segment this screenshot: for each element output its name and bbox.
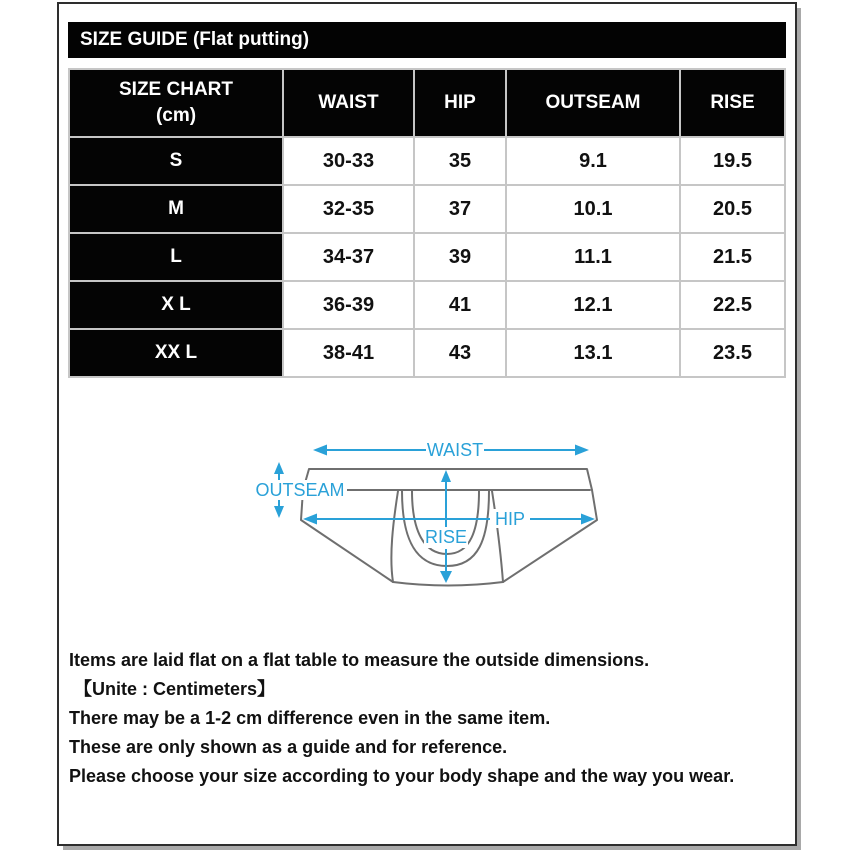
rise-value: 20.5: [681, 186, 784, 232]
outseam-arrowhead-up: [274, 462, 284, 474]
size-label: L: [70, 234, 282, 280]
size-label: M: [70, 186, 282, 232]
title-bar: [68, 22, 786, 58]
table-row: [70, 138, 784, 184]
waist-value: 38-41: [284, 330, 413, 376]
bottom-edge: [393, 582, 503, 586]
rise-arrowhead-down: [440, 571, 452, 583]
header-size-chart: [70, 70, 282, 136]
outseam-label: OUTSEAM: [255, 480, 345, 500]
waist-value: 36-39: [284, 282, 413, 328]
header-rise: RISE: [681, 70, 784, 136]
header-size-chart-line2: (cm): [155, 105, 197, 126]
rise-value: 19.5: [681, 138, 784, 184]
table-row: [70, 234, 784, 280]
header-hip: HIP: [415, 70, 505, 136]
outseam-value: 10.1: [507, 186, 679, 232]
header-size-chart-line1: SIZE CHART: [119, 79, 233, 101]
waist-value: 30-33: [284, 138, 413, 184]
table-row: [70, 282, 784, 328]
rise-value: 21.5: [681, 234, 784, 280]
header-outseam: OUTSEAM: [507, 70, 679, 136]
table-row: [70, 186, 784, 232]
size-label: S: [70, 138, 282, 184]
hip-value: 41: [415, 282, 505, 328]
size-guide-panel: [57, 2, 797, 846]
waist-value: 34-37: [284, 234, 413, 280]
table-header-row: [70, 70, 784, 136]
left-side-edge: [301, 490, 393, 582]
rise-value: 23.5: [681, 330, 784, 376]
size-chart-table: [68, 68, 786, 378]
note-line: Items are laid flat on a flat table to measure the outside dimensions.: [69, 650, 650, 670]
arrowheads: [274, 445, 595, 584]
hip-value: 37: [415, 186, 505, 232]
hip-label: HIP: [494, 509, 526, 529]
waist-arrowhead-right: [575, 445, 589, 456]
outseam-value: 11.1: [507, 234, 679, 280]
size-label: XX L: [70, 330, 282, 376]
table-row: [70, 330, 784, 376]
left-leg-curve: [391, 491, 398, 582]
outseam-value: 9.1: [507, 138, 679, 184]
hip-value: 43: [415, 330, 505, 376]
rise-value: 22.5: [681, 282, 784, 328]
header-waist: WAIST: [284, 70, 413, 136]
waist-label: WAIST: [426, 440, 484, 460]
waist-value: 32-35: [284, 186, 413, 232]
outseam-value: 13.1: [507, 330, 679, 376]
measurement-notes: [69, 646, 761, 791]
outseam-value: 12.1: [507, 282, 679, 328]
right-leg-curve: [492, 491, 503, 582]
outseam-arrowhead-down: [274, 506, 284, 518]
right-side-edge: [503, 490, 597, 582]
note-line: 【Unite : Centimeters】: [74, 679, 276, 699]
page-title: SIZE GUIDE (Flat putting): [80, 29, 310, 50]
hip-value: 39: [415, 234, 505, 280]
hip-value: 35: [415, 138, 505, 184]
note-line: There may be a 1-2 cm difference even in the same item.: [69, 708, 551, 728]
rise-label: RISE: [424, 527, 468, 547]
note-line: These are only shown as a guide and for reference.: [69, 737, 508, 757]
note-line: Please choose your size according to your body shape and the way you wear.: [69, 766, 735, 786]
waist-arrowhead-left: [313, 445, 327, 456]
briefs-measurement-diagram: [240, 428, 620, 600]
rise-arrowhead-up: [441, 470, 451, 482]
size-label: X L: [70, 282, 282, 328]
